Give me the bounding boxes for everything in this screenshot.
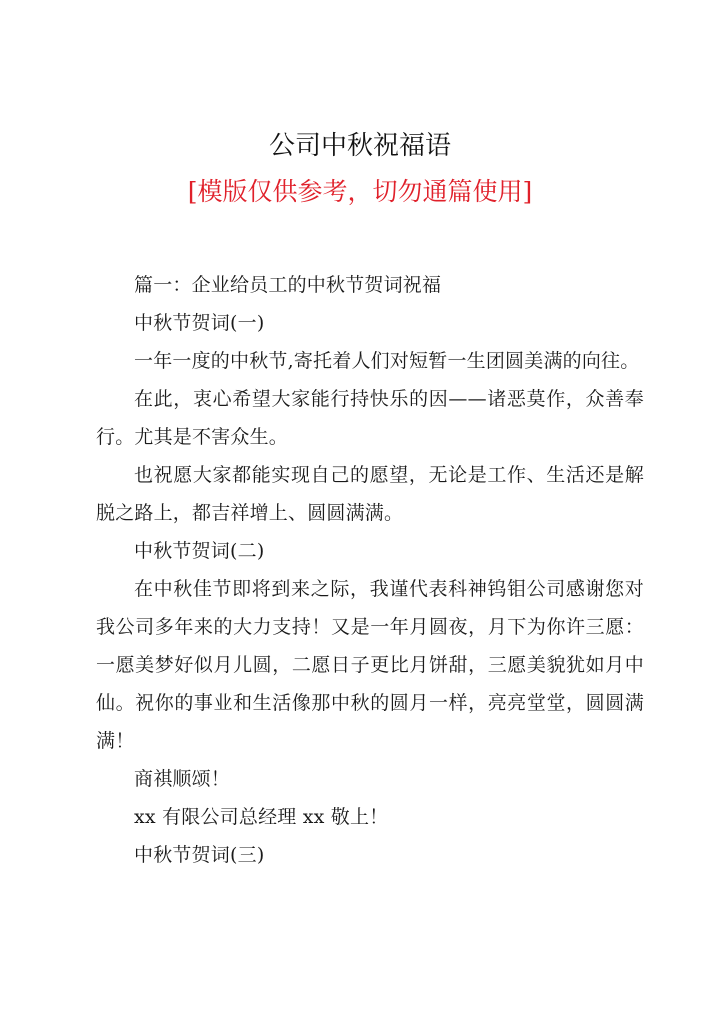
paragraph: 在此，衷心希望大家能行持快乐的因——诸恶莫作，众善奉行。尤其是不害众生。 (96, 388, 644, 448)
template-disclaimer: [模版仅供参考，切勿通篇使用] (187, 177, 533, 206)
paragraph: 一年一度的中秋节,寄托着人们对短暂一生团圆美满的向往。 (134, 350, 640, 372)
greeting-heading-2: 中秋节贺词(二) (134, 540, 265, 562)
closing-salutation: 商祺顺颂！ (134, 768, 231, 790)
document-body (96, 266, 644, 874)
paragraph: 也祝愿大家都能实现自己的愿望，无论是工作、生活还是解脱之路上，都吉祥增上、圆圆满满。 (96, 464, 644, 524)
greeting-heading-1: 中秋节贺词(一) (134, 312, 265, 334)
document-title: 公司中秋祝福语 (268, 131, 451, 161)
greeting-heading-3: 中秋节贺词(三) (134, 844, 265, 866)
signature-line: xx 有限公司总经理 xx 敬上！ (134, 806, 389, 828)
section-heading-1: 篇一：企业给员工的中秋节贺词祝福 (134, 274, 442, 296)
paragraph: 在中秋佳节即将到来之际，我谨代表科神钨钼公司感谢您对我公司多年来的大力支持！又是一年月圆夜，月下为你许三愿：一愿美梦好似月儿圆，二愿日子更比月饼甜，三愿美貌犹如月中仙。祝你的事业和生活像那中秋的圆月一样，亮亮堂堂，圆圆满满！ (96, 578, 644, 752)
